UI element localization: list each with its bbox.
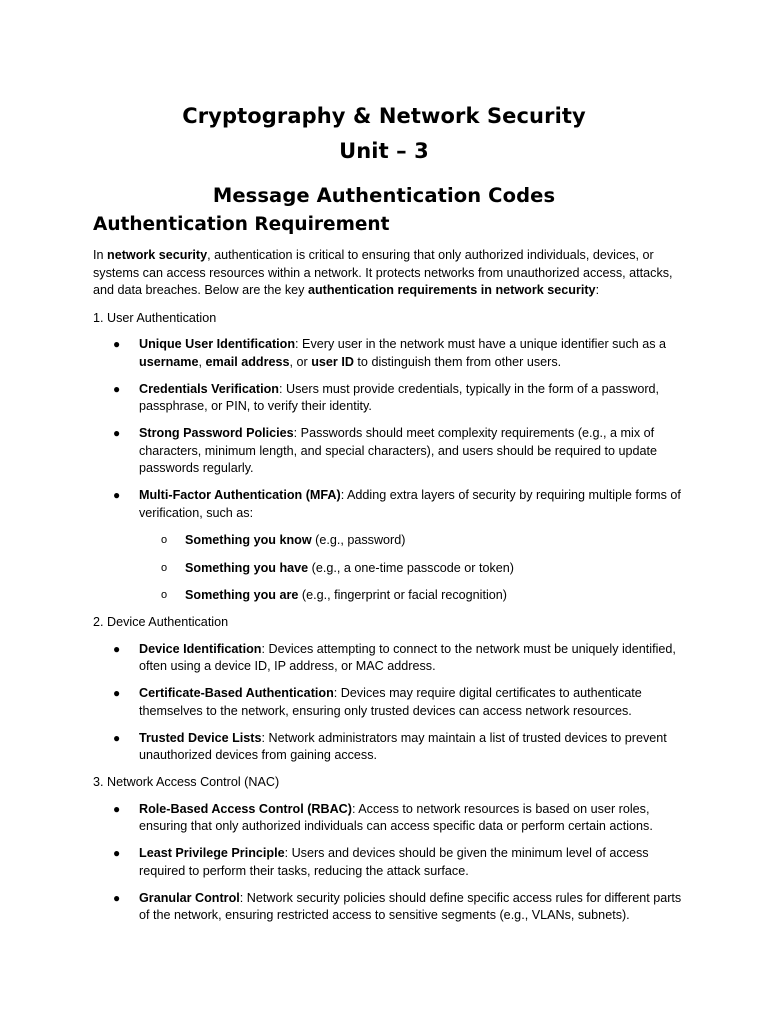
unit-title: Unit – 3 [339, 139, 429, 163]
bullet-icon: ● [113, 641, 121, 656]
bullet-list [93, 801, 683, 925]
subsection-heading: 2. Device Authentication [93, 615, 229, 629]
item-term: Role-Based Access Control (RBAC) [139, 801, 352, 816]
item-term: Least Privilege Principle [139, 846, 285, 860]
item-text: : Users must provide credentials, typically in the form of a password, passphrase, or PIN, to verify their identity. [139, 381, 660, 413]
item-bold: user ID [311, 354, 354, 369]
item-text: : Network administrators may maintain a list of trusted devices to prevent unauthorized devices from gaining access. [139, 730, 667, 762]
bullet-icon: ● [113, 686, 121, 700]
intro-text: , authentication is critical to ensuring that only authorized individuals, devices, or systems can access resources within a network. It protects networks from unauthorized access, attacks, and data breaches. Below are the key [93, 248, 673, 297]
item-term: Unique User Identification [139, 337, 296, 351]
bullet-list [93, 336, 683, 605]
item-term: Something you are [185, 588, 299, 602]
item-text: to distinguish them from other users. [353, 354, 562, 369]
bullet-icon: ● [113, 337, 121, 351]
intro-bold: network security [107, 248, 208, 262]
list-item [93, 336, 683, 371]
sub-list-item [139, 587, 683, 605]
item-text: : Access to network resources is based on user roles, ensuring that only authorized individuals can access specific data or perform certain actions. [139, 801, 653, 833]
item-text: (e.g., fingerprint or facial recognition) [298, 588, 507, 602]
document-body [93, 247, 683, 934]
item-term: Device Identification [139, 641, 262, 656]
list-item [93, 641, 683, 676]
list-item [93, 845, 683, 880]
item-text: : Adding extra layers of security by requiring multiple forms of verification, such as: [139, 488, 681, 520]
item-term: Granular Control [139, 890, 240, 905]
list-item [93, 801, 683, 836]
bullet-icon: ● [113, 801, 121, 816]
bullet-icon: ● [113, 426, 121, 440]
topic-title: Message Authentication Codes [212, 184, 556, 207]
list-item [93, 425, 683, 478]
sub-list-item [139, 560, 683, 578]
item-term: Something you know [185, 533, 312, 547]
list-item [93, 730, 683, 765]
list-item [93, 381, 683, 416]
sub-list [139, 532, 683, 605]
intro-text: In [93, 248, 108, 262]
item-bold: email address [205, 354, 290, 369]
item-text: (e.g., a one-time passcode or token) [308, 560, 514, 575]
list-item [93, 890, 683, 925]
sub-list-item [139, 532, 683, 550]
item-text: : Devices may require digital certificates to authenticate themselves to the network, ensuring only trusted devices can access network resources. [139, 686, 642, 718]
item-text: : Users and devices should be given the minimum level of access required to perform their tasks, reducing the attack surface. [139, 846, 649, 878]
item-text: , or [289, 354, 312, 369]
bullet-icon: ● [113, 846, 121, 860]
circle-bullet-icon: o [161, 589, 168, 601]
item-term: Something you have [185, 560, 309, 575]
list-item [93, 487, 683, 605]
intro-bold: authentication requirements in network security [307, 283, 596, 297]
item-text: : Passwords should meet complexity requirements (e.g., a mix of characters, minimum length, and special characters), and users should be required to update passwords regularly. [139, 426, 658, 475]
bullet-icon: ● [113, 381, 121, 396]
item-text: : Every user in the network must have a unique identifier such as a [295, 337, 667, 351]
intro-text: : [595, 283, 600, 297]
item-text: (e.g., password) [311, 533, 406, 547]
circle-bullet-icon: o [161, 534, 168, 546]
bullet-icon: ● [113, 730, 121, 745]
item-term: Multi-Factor Authentication (MFA) [139, 488, 341, 502]
item-term: Certificate-Based Authentication [139, 686, 334, 700]
item-term: Credentials Verification [139, 381, 279, 396]
section-heading: Authentication Requirement [93, 214, 390, 235]
bullet-icon: ● [113, 890, 121, 905]
intro-paragraph [93, 247, 683, 300]
bullet-list [93, 641, 683, 765]
document-title: Cryptography & Network Security [182, 104, 586, 128]
item-term: Trusted Device Lists [139, 730, 262, 745]
circle-bullet-icon: o [161, 561, 168, 574]
bullet-icon: ● [113, 488, 121, 502]
item-text: : Network security policies should define specific access rules for different parts of the network, ensuring restricted access to sensitive segments (e.g., VLANs, subnets). [139, 890, 682, 922]
subsection-heading: 3. Network Access Control (NAC) [93, 775, 280, 789]
item-term: Strong Password Policies [139, 426, 294, 440]
item-text: : Devices attempting to connect to the network must be uniquely identified, often using a device ID, IP address, or MAC address. [139, 641, 676, 673]
list-item [93, 685, 683, 720]
subsection-heading: 1. User Authentication [93, 310, 217, 325]
item-bold: username [139, 354, 199, 369]
item-text: , [198, 354, 206, 369]
